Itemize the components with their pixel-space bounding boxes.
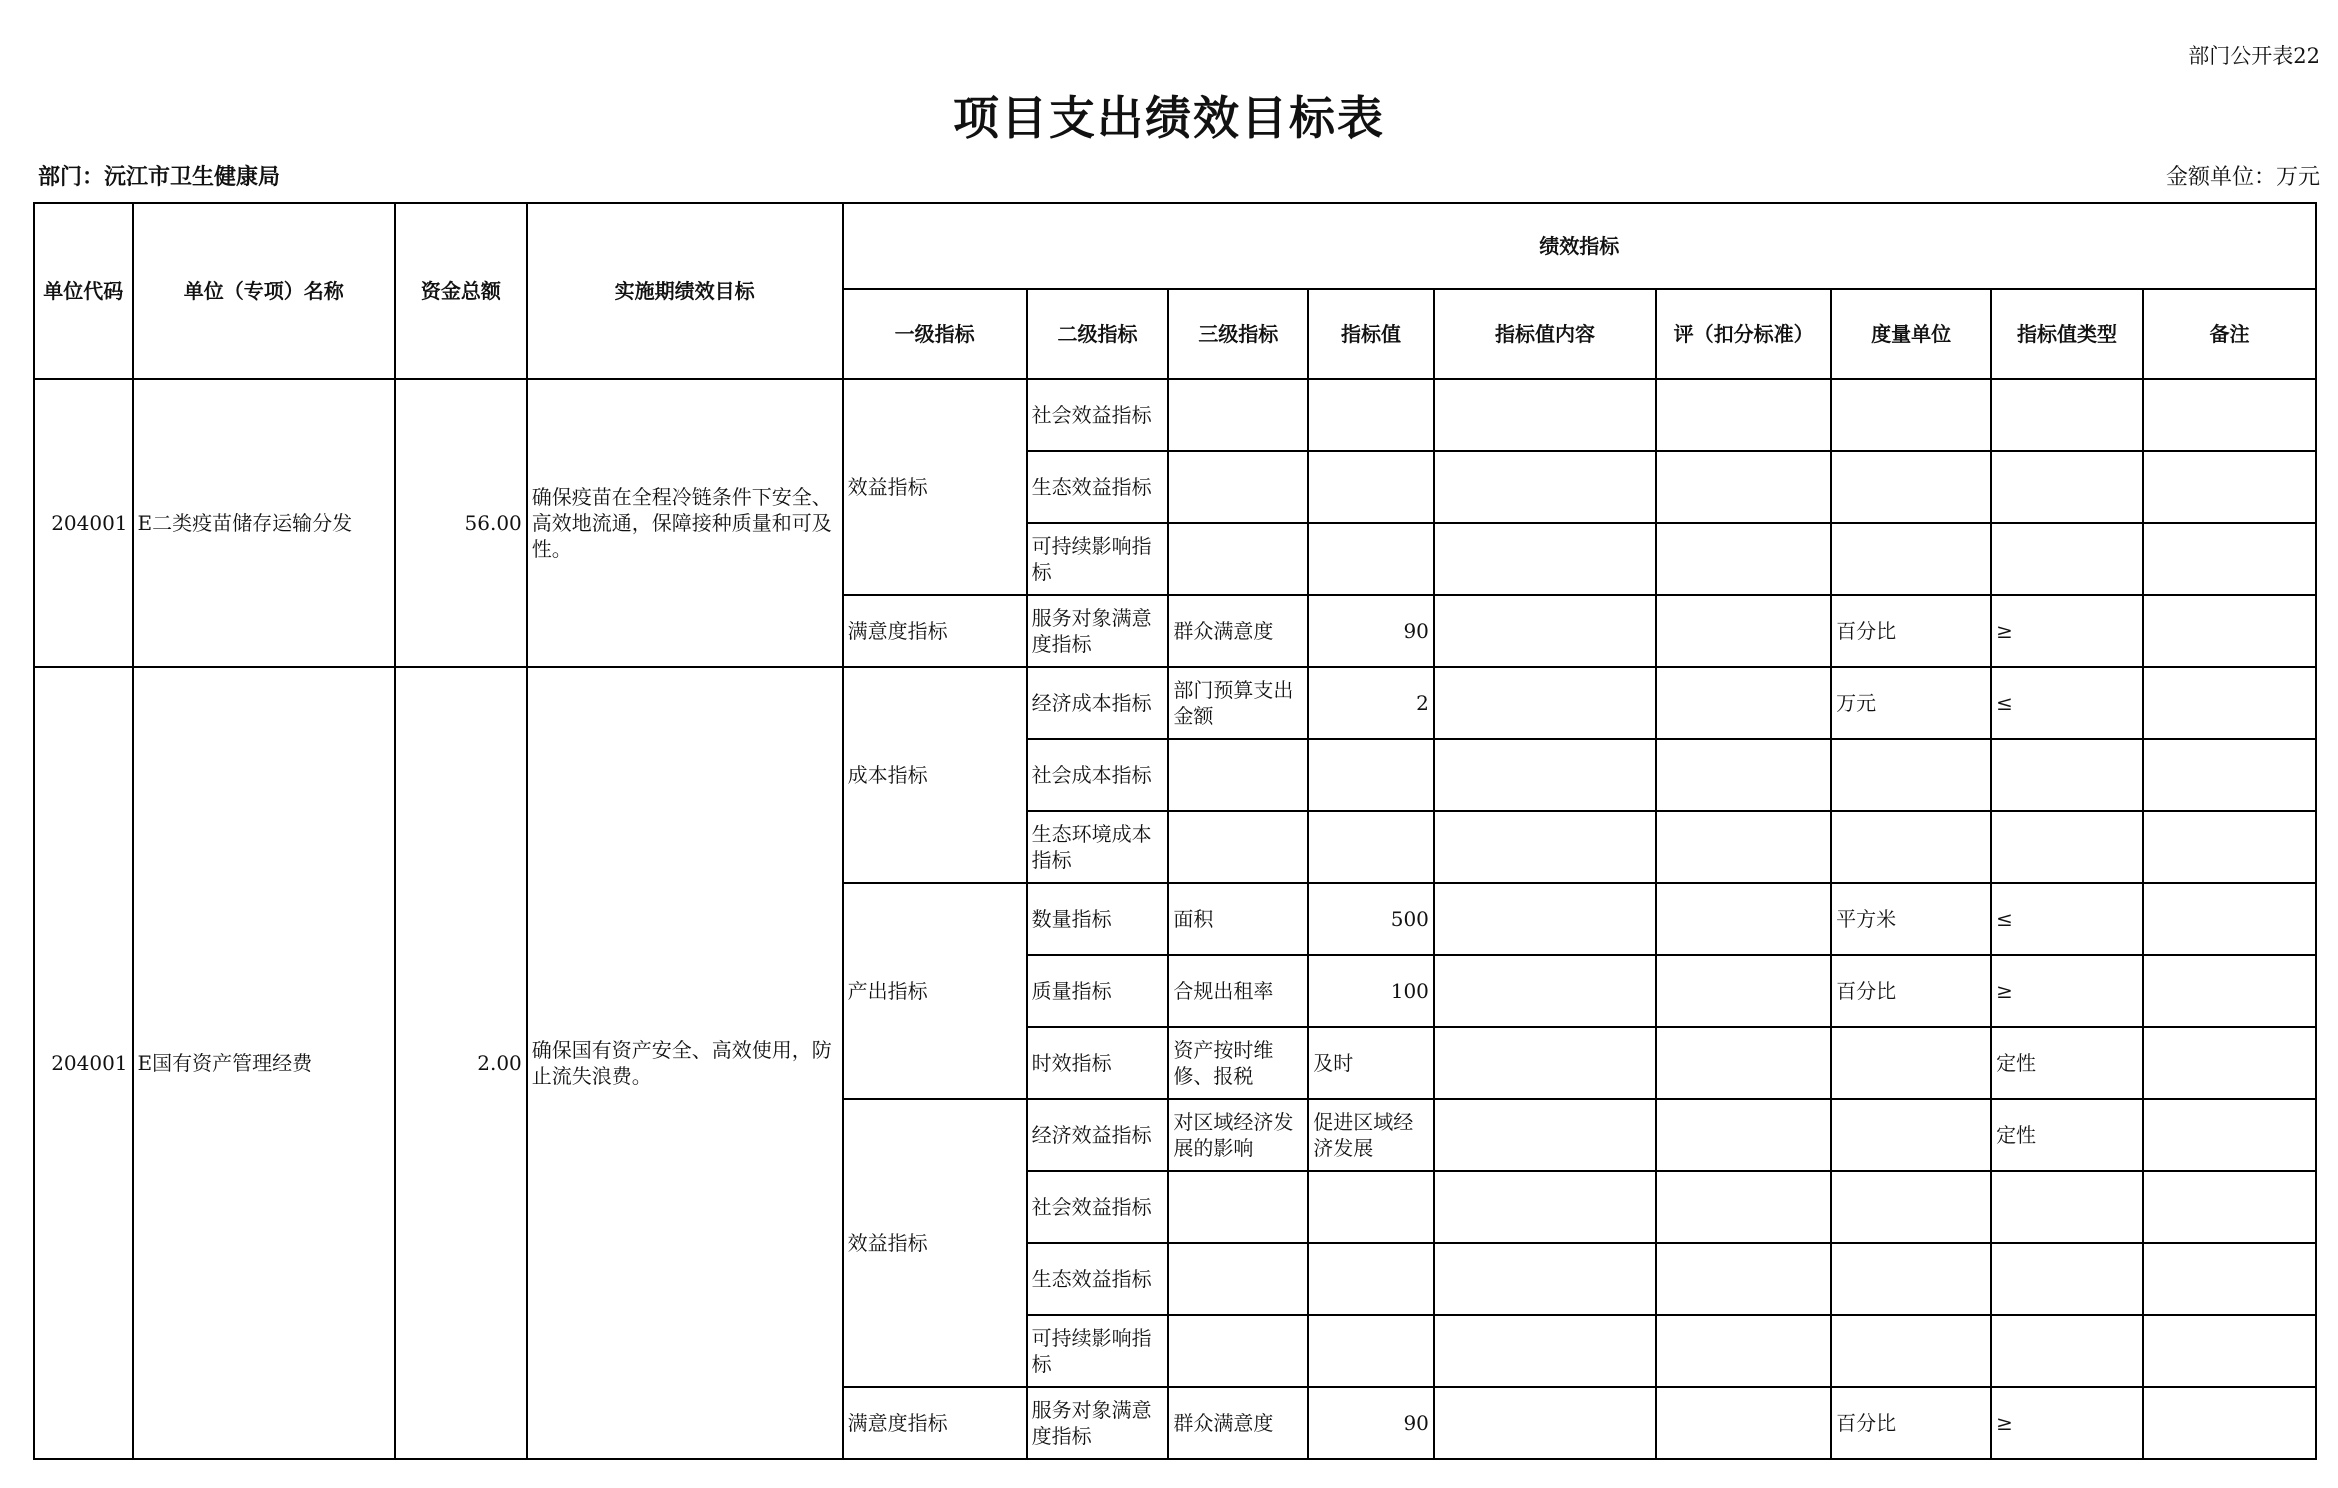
- score-standard-cell: [1656, 1027, 1831, 1099]
- value-type-cell: [1991, 1243, 2143, 1315]
- indicator-content-cell: [1434, 739, 1656, 811]
- level2-indicator-cell: 经济成本指标: [1027, 667, 1169, 739]
- table-body: [34, 379, 2316, 1459]
- level1-indicator-cell: 产出指标: [843, 883, 1027, 1099]
- indicator-value-cell: 及时: [1308, 1027, 1434, 1099]
- level3-indicator-cell: 面积: [1168, 883, 1308, 955]
- fund-total-cell: 2.00: [395, 667, 527, 1459]
- level3-indicator-cell: 对区域经济发展的影响: [1168, 1099, 1308, 1171]
- level2-indicator-cell: 社会效益指标: [1027, 1171, 1169, 1243]
- score-standard-cell: [1656, 667, 1831, 739]
- indicator-content-cell: [1434, 1315, 1656, 1387]
- level3-indicator-cell: [1168, 451, 1308, 523]
- indicator-content-cell: [1434, 1243, 1656, 1315]
- header-code: 单位代码: [34, 203, 133, 379]
- value-type-cell: [1991, 811, 2143, 883]
- score-standard-cell: [1656, 1387, 1831, 1459]
- header-goal: 实施期绩效目标: [527, 203, 843, 379]
- measure-unit-cell: 百分比: [1831, 595, 1991, 667]
- value-type-cell: [1991, 1171, 2143, 1243]
- project-name-cell: E二类疫苗储存运输分发: [133, 379, 395, 667]
- note-cell: [2143, 523, 2316, 595]
- level3-indicator-cell: [1168, 523, 1308, 595]
- unit-code-cell: 204001: [34, 667, 133, 1459]
- note-cell: [2143, 1243, 2316, 1315]
- indicator-content-cell: [1434, 595, 1656, 667]
- indicator-content-cell: [1434, 667, 1656, 739]
- goal-cell: 确保疫苗在全程冷链条件下安全、高效地流通，保障接种质量和可及性。: [527, 379, 843, 667]
- indicator-content-cell: [1434, 811, 1656, 883]
- measure-unit-cell: 百分比: [1831, 1387, 1991, 1459]
- measure-unit-cell: [1831, 1243, 1991, 1315]
- level2-indicator-cell: 生态环境成本指标: [1027, 811, 1169, 883]
- level3-indicator-cell: [1168, 379, 1308, 451]
- measure-unit-cell: 百分比: [1831, 955, 1991, 1027]
- level1-indicator-cell: 效益指标: [843, 379, 1027, 595]
- level1-indicator-cell: 满意度指标: [843, 1387, 1027, 1459]
- indicator-value-cell: [1308, 523, 1434, 595]
- value-type-cell: 定性: [1991, 1099, 2143, 1171]
- level3-indicator-cell: 群众满意度: [1168, 1387, 1308, 1459]
- level1-indicator-cell: 成本指标: [843, 667, 1027, 883]
- measure-unit-cell: [1831, 451, 1991, 523]
- score-standard-cell: [1656, 1243, 1831, 1315]
- table-row: [34, 667, 2316, 739]
- level2-indicator-cell: 生态效益指标: [1027, 1243, 1169, 1315]
- indicator-content-cell: [1434, 1387, 1656, 1459]
- score-standard-cell: [1656, 739, 1831, 811]
- note-cell: [2143, 1387, 2316, 1459]
- indicator-content-cell: [1434, 1027, 1656, 1099]
- indicator-value-cell: 90: [1308, 595, 1434, 667]
- measure-unit-cell: 平方米: [1831, 883, 1991, 955]
- indicator-value-cell: [1308, 1315, 1434, 1387]
- score-standard-cell: [1656, 955, 1831, 1027]
- note-cell: [2143, 451, 2316, 523]
- value-type-cell: [1991, 379, 2143, 451]
- measure-unit-cell: 万元: [1831, 667, 1991, 739]
- measure-unit-cell: [1831, 811, 1991, 883]
- level3-indicator-cell: 部门预算支出金额: [1168, 667, 1308, 739]
- level3-indicator-cell: [1168, 1171, 1308, 1243]
- value-type-cell: ≥: [1991, 1387, 2143, 1459]
- fund-total-cell: 56.00: [395, 379, 527, 667]
- department-label: 部门：沅江市卫生健康局: [38, 165, 281, 190]
- header-value-type: 指标值类型: [1991, 289, 2143, 379]
- project-name-cell: E国有资产管理经费: [133, 667, 395, 1459]
- level2-indicator-cell: 数量指标: [1027, 883, 1169, 955]
- indicator-value-cell: [1308, 739, 1434, 811]
- header-name: 单位（专项）名称: [133, 203, 395, 379]
- header-measure: 度量单位: [1831, 289, 1991, 379]
- score-standard-cell: [1656, 1099, 1831, 1171]
- measure-unit-cell: [1831, 379, 1991, 451]
- indicator-content-cell: [1434, 379, 1656, 451]
- score-standard-cell: [1656, 1315, 1831, 1387]
- note-cell: [2143, 955, 2316, 1027]
- measure-unit-cell: [1831, 1315, 1991, 1387]
- header-indicators: 绩效指标: [843, 203, 2316, 289]
- level3-indicator-cell: [1168, 1315, 1308, 1387]
- score-standard-cell: [1656, 379, 1831, 451]
- measure-unit-cell: [1831, 523, 1991, 595]
- level3-indicator-cell: 合规出租率: [1168, 955, 1308, 1027]
- level3-indicator-cell: 资产按时维修、报税: [1168, 1027, 1308, 1099]
- note-cell: [2143, 1315, 2316, 1387]
- note-cell: [2143, 379, 2316, 451]
- indicator-value-cell: 促进区域经济发展: [1308, 1099, 1434, 1171]
- indicator-value-cell: 2: [1308, 667, 1434, 739]
- score-standard-cell: [1656, 883, 1831, 955]
- level1-indicator-cell: 效益指标: [843, 1099, 1027, 1387]
- score-standard-cell: [1656, 451, 1831, 523]
- measure-unit-cell: [1831, 1099, 1991, 1171]
- level2-indicator-cell: 经济效益指标: [1027, 1099, 1169, 1171]
- measure-unit-cell: [1831, 1171, 1991, 1243]
- value-type-cell: 定性: [1991, 1027, 2143, 1099]
- level3-indicator-cell: [1168, 811, 1308, 883]
- level2-indicator-cell: 服务对象满意度指标: [1027, 595, 1169, 667]
- unit-code-cell: 204001: [34, 379, 133, 667]
- indicator-content-cell: [1434, 451, 1656, 523]
- score-standard-cell: [1656, 1171, 1831, 1243]
- indicator-value-cell: [1308, 1171, 1434, 1243]
- header-value: 指标值: [1308, 289, 1434, 379]
- level3-indicator-cell: 群众满意度: [1168, 595, 1308, 667]
- header-note: 备注: [2143, 289, 2316, 379]
- value-type-cell: ≤: [1991, 883, 2143, 955]
- header-level2: 二级指标: [1027, 289, 1169, 379]
- amount-unit-label: 金额单位：万元: [2165, 165, 2320, 190]
- note-cell: [2143, 1027, 2316, 1099]
- value-type-cell: [1991, 523, 2143, 595]
- indicator-content-cell: [1434, 883, 1656, 955]
- table-row: [34, 379, 2316, 451]
- indicator-value-cell: 100: [1308, 955, 1434, 1027]
- level2-indicator-cell: 社会成本指标: [1027, 739, 1169, 811]
- score-standard-cell: [1656, 811, 1831, 883]
- value-type-cell: ≥: [1991, 595, 2143, 667]
- header-content: 指标值内容: [1434, 289, 1656, 379]
- measure-unit-cell: [1831, 1027, 1991, 1099]
- note-cell: [2143, 595, 2316, 667]
- header-total: 资金总额: [395, 203, 527, 379]
- indicator-value-cell: 500: [1308, 883, 1434, 955]
- level2-indicator-cell: 生态效益指标: [1027, 451, 1169, 523]
- indicator-value-cell: 90: [1308, 1387, 1434, 1459]
- level2-indicator-cell: 可持续影响指标: [1027, 523, 1169, 595]
- value-type-cell: ≥: [1991, 955, 2143, 1027]
- value-type-cell: [1991, 451, 2143, 523]
- note-cell: [2143, 1171, 2316, 1243]
- indicator-content-cell: [1434, 1099, 1656, 1171]
- note-cell: [2143, 667, 2316, 739]
- performance-table: [33, 202, 2317, 1460]
- form-number: 部门公开表22: [2188, 44, 2320, 68]
- indicator-content-cell: [1434, 1171, 1656, 1243]
- level2-indicator-cell: 质量指标: [1027, 955, 1169, 1027]
- note-cell: [2143, 811, 2316, 883]
- indicator-content-cell: [1434, 523, 1656, 595]
- header-level1: 一级指标: [843, 289, 1027, 379]
- score-standard-cell: [1656, 523, 1831, 595]
- level3-indicator-cell: [1168, 739, 1308, 811]
- value-type-cell: [1991, 739, 2143, 811]
- note-cell: [2143, 739, 2316, 811]
- indicator-value-cell: [1308, 1243, 1434, 1315]
- level2-indicator-cell: 可持续影响指标: [1027, 1315, 1169, 1387]
- header-score: 评（扣分标准）: [1656, 289, 1831, 379]
- level1-indicator-cell: 满意度指标: [843, 595, 1027, 667]
- page-title: 项目支出绩效目标表: [953, 91, 1385, 145]
- indicator-content-cell: [1434, 955, 1656, 1027]
- goal-cell: 确保国有资产安全、高效使用，防止流失浪费。: [527, 667, 843, 1459]
- note-cell: [2143, 1099, 2316, 1171]
- indicator-value-cell: [1308, 379, 1434, 451]
- level2-indicator-cell: 服务对象满意度指标: [1027, 1387, 1169, 1459]
- indicator-value-cell: [1308, 451, 1434, 523]
- header-level3: 三级指标: [1168, 289, 1308, 379]
- value-type-cell: ≤: [1991, 667, 2143, 739]
- note-cell: [2143, 883, 2316, 955]
- level2-indicator-cell: 时效指标: [1027, 1027, 1169, 1099]
- value-type-cell: [1991, 1315, 2143, 1387]
- score-standard-cell: [1656, 595, 1831, 667]
- measure-unit-cell: [1831, 739, 1991, 811]
- indicator-value-cell: [1308, 811, 1434, 883]
- level2-indicator-cell: 社会效益指标: [1027, 379, 1169, 451]
- level3-indicator-cell: [1168, 1243, 1308, 1315]
